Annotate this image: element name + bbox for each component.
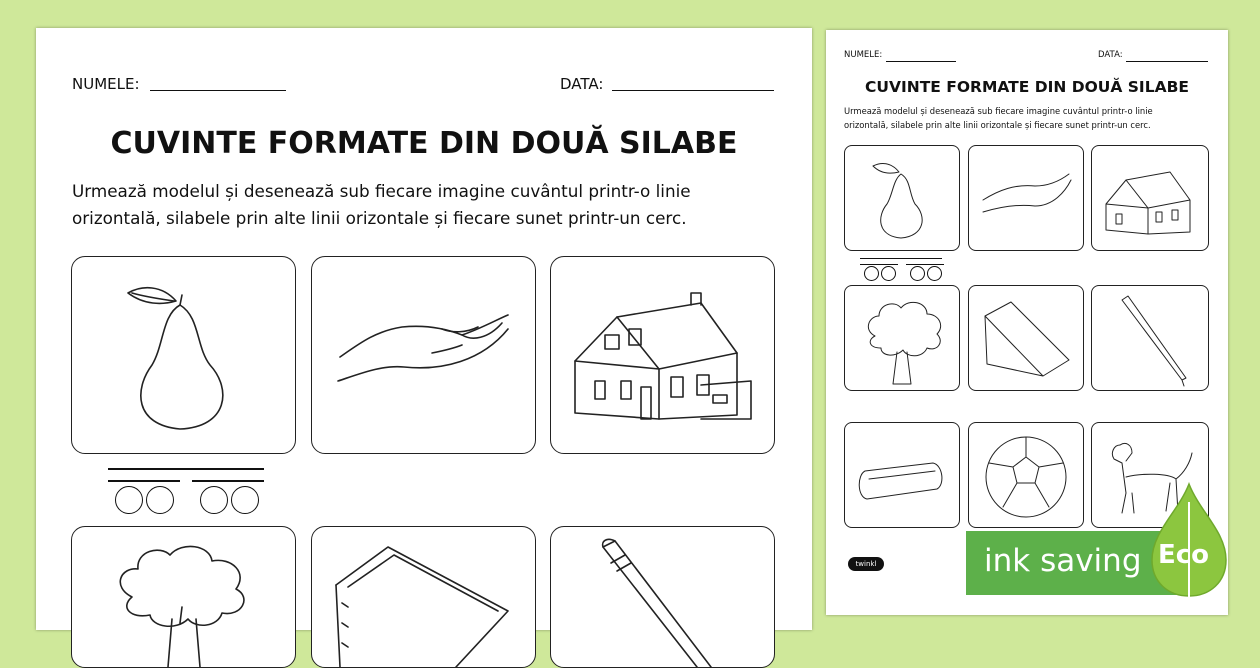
small-box-pear	[844, 145, 960, 251]
sound-circle-small	[927, 266, 942, 281]
book-icon	[969, 286, 1083, 390]
syllable-line-1	[108, 480, 180, 482]
small-box-ball	[968, 422, 1084, 528]
sound-circle-small	[864, 266, 879, 281]
picture-box-book	[311, 526, 536, 668]
small-box-pencil-case	[844, 422, 960, 528]
instructions	[72, 178, 812, 232]
pencil-icon	[1092, 286, 1208, 390]
small-box-book	[968, 285, 1084, 391]
twinkl-logo: twinkl	[848, 557, 884, 571]
sound-circle	[200, 486, 228, 514]
hand-icon	[969, 146, 1083, 250]
picture-box-house	[550, 256, 775, 454]
syllable-line-2	[192, 480, 264, 482]
instructions-small-line-1: Urmează modelul și desenează sub fiecare imagine cuvântul printr-o linie	[844, 106, 1153, 116]
pear-icon	[72, 257, 295, 453]
sound-circle	[146, 486, 174, 514]
house-icon	[1092, 146, 1208, 250]
ball-icon	[969, 423, 1083, 527]
small-box-tree	[844, 285, 960, 391]
ink-saving-text: ink saving	[984, 543, 1142, 579]
picture-box-pear	[71, 256, 296, 454]
name-field[interactable]	[150, 90, 286, 91]
small-box-hand	[968, 145, 1084, 251]
instructions-small-line-2: orizontală, silabele prin alte linii orizontale și fiecare sunet printr-un cerc.	[844, 120, 1151, 130]
instructions-line-1: Urmează modelul și desenează sub fiecare imagine cuvântul printr-o linie	[72, 181, 691, 201]
worksheet-title-small: CUVINTE FORMATE DIN DOUĂ SILABE	[865, 78, 1189, 96]
word-line	[108, 468, 264, 470]
house-icon	[551, 257, 774, 453]
hand-icon	[312, 257, 535, 453]
pencil-case-icon	[845, 423, 959, 527]
worksheet-page-large	[36, 28, 812, 630]
instructions-small	[844, 104, 1224, 132]
name-label: NUMELE:	[72, 75, 140, 93]
tree-icon	[845, 286, 959, 390]
date-field[interactable]	[612, 90, 774, 91]
picture-box-pencil	[550, 526, 775, 668]
small-box-pencil	[1091, 285, 1209, 391]
date-label-small: DATA:	[1098, 50, 1123, 60]
pencil-icon	[551, 527, 774, 667]
book-icon	[312, 527, 535, 667]
eco-label: Eco	[1158, 540, 1210, 570]
date-label: DATA:	[560, 75, 604, 93]
sound-circle-small	[910, 266, 925, 281]
pear-icon	[845, 146, 959, 250]
date-field-small[interactable]	[1126, 61, 1208, 62]
picture-box-tree	[71, 526, 296, 668]
name-field-small[interactable]	[886, 61, 956, 62]
sound-circle	[231, 486, 259, 514]
syllable-line-small-1	[860, 264, 898, 265]
word-line-small	[860, 258, 942, 259]
picture-box-hand	[311, 256, 536, 454]
name-label-small: NUMELE:	[844, 50, 883, 60]
small-box-house	[1091, 145, 1209, 251]
worksheet-title: CUVINTE FORMATE DIN DOUĂ SILABE	[110, 126, 738, 161]
instructions-line-2: orizontală, silabele prin alte linii orizontale și fiecare sunet printr-un cerc.	[72, 208, 687, 228]
sound-circle-small	[881, 266, 896, 281]
tree-icon	[72, 527, 295, 667]
syllable-line-small-2	[906, 264, 944, 265]
sound-circle	[115, 486, 143, 514]
